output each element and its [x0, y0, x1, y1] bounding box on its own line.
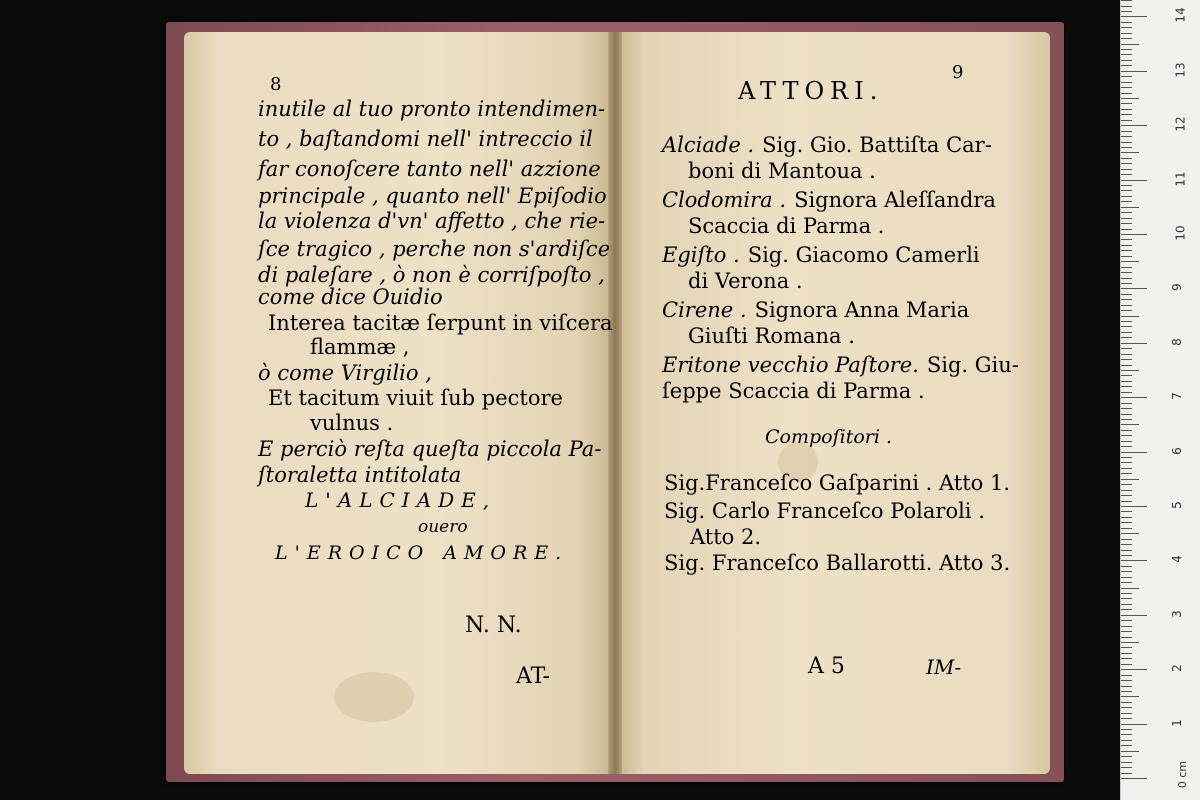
ruler-tick: [1121, 370, 1139, 371]
ruler-tick: [1121, 223, 1132, 224]
ruler-tick: [1121, 142, 1132, 143]
ruler-tick: [1121, 495, 1132, 496]
ruler-tick: [1121, 392, 1132, 393]
left-page-number: 8: [270, 74, 282, 95]
ruler-tick: [1121, 109, 1132, 110]
ruler-number: 10: [1173, 225, 1188, 241]
paper-stain: [334, 672, 414, 722]
composer-line: Sig.Franceſco Gaſparini . Atto 1.: [664, 471, 1010, 495]
ruler-tick: [1121, 196, 1132, 197]
ruler-tick: [1121, 65, 1132, 66]
ruler-tick: [1121, 218, 1132, 219]
ruler-unit-label: 0 cm: [1176, 760, 1190, 789]
ruler-tick: [1121, 609, 1132, 610]
ruler-tick: [1121, 713, 1132, 714]
text-line: di paleſare , ò non è corriſpoſto ,: [258, 263, 605, 287]
right-page-number: 9: [952, 62, 964, 83]
ruler-tick: [1121, 452, 1147, 453]
work-subtitle: L'EROICO AMORE.: [275, 542, 569, 564]
text-line: Et tacitum viuit ſub pectore: [268, 386, 563, 410]
ruler-tick: [1121, 337, 1132, 338]
ruler-tick: [1121, 332, 1132, 333]
ruler-number: 9: [1169, 283, 1184, 292]
ruler-tick: [1121, 152, 1139, 153]
ruler-tick: [1121, 131, 1132, 132]
ruler-tick: [1121, 343, 1147, 344]
ruler-tick: [1121, 577, 1132, 578]
ruler-tick: [1121, 615, 1147, 616]
actor-name-line: Signora Aleſſandra: [794, 188, 996, 212]
ruler-tick: [1121, 180, 1147, 181]
ruler-tick: [1121, 76, 1132, 77]
ruler-number: 6: [1169, 446, 1184, 455]
text-line: principale , quanto nell' Epiſodio: [258, 184, 607, 208]
ruler-tick: [1121, 288, 1147, 289]
ruler-tick: [1121, 691, 1132, 692]
ruler-tick: [1121, 365, 1132, 366]
ruler-tick: [1121, 767, 1132, 768]
ruler-number: 5: [1169, 501, 1184, 509]
ruler-tick: [1121, 272, 1132, 273]
ruler-tick: [1121, 637, 1132, 638]
ruler-tick: [1121, 386, 1132, 387]
text-line: ſtoraletta intitolata: [258, 463, 462, 487]
ruler-tick: [1121, 479, 1139, 480]
ruler-tick: [1121, 245, 1132, 246]
ruler-tick: [1121, 446, 1132, 447]
ruler-tick: [1121, 745, 1132, 746]
ruler-tick: [1121, 93, 1132, 94]
ruler-tick: [1121, 544, 1132, 545]
ruler-tick: [1121, 598, 1132, 599]
ruler-tick: [1121, 631, 1132, 632]
ruler-tick: [1121, 430, 1132, 431]
ruler-tick: [1121, 626, 1132, 627]
ruler-tick: [1121, 778, 1147, 779]
ruler-tick: [1121, 49, 1132, 50]
text-line: ò come Virgilio ,: [258, 361, 432, 385]
ruler-tick: [1121, 22, 1132, 23]
ruler-tick: [1121, 354, 1132, 355]
ruler-tick: [1121, 604, 1132, 605]
ruler-tick: [1121, 560, 1147, 561]
ruler-tick: [1121, 702, 1132, 703]
ruler-number: 4: [1169, 555, 1184, 564]
ruler-number: 11: [1173, 170, 1188, 187]
ruler-tick: [1121, 250, 1132, 251]
ruler-tick: [1121, 484, 1132, 485]
text-line: far conoſcere tanto nell' azzione: [258, 157, 601, 181]
ruler-tick: [1121, 506, 1147, 507]
ruler-tick: [1121, 696, 1139, 697]
ruler-tick: [1121, 54, 1132, 55]
ruler-tick: [1121, 261, 1139, 262]
ruler-tick: [1121, 278, 1132, 279]
ruler-tick: [1121, 588, 1139, 589]
ruler-tick: [1121, 424, 1139, 425]
ruler-number: 13: [1173, 62, 1188, 78]
ruler-tick: [1121, 773, 1132, 774]
ruler-tick: [1121, 294, 1132, 295]
ruler-tick: [1121, 321, 1132, 322]
signature-mark: A 5: [808, 654, 845, 679]
ruler-tick: [1121, 316, 1139, 317]
actor-name-line: boni di Mantoua .: [688, 159, 876, 183]
ruler-tick: [1121, 653, 1132, 654]
ruler-tick: [1121, 566, 1132, 567]
composer-line: Sig. Franceſco Ballarotti. Atto 3.: [664, 551, 1011, 575]
ruler-tick: [1121, 136, 1132, 137]
work-title: L'ALCIADE,: [305, 488, 497, 512]
text-line: Interea tacitæ ſerpunt in viſcera: [268, 311, 613, 335]
ruler-number: 14: [1173, 7, 1188, 24]
ruler-tick: [1121, 6, 1132, 7]
ruler-tick: [1121, 87, 1132, 88]
ruler-tick: [1121, 686, 1132, 687]
actor-name-line: Sig. Giu-: [926, 353, 1019, 377]
ruler-tick: [1121, 256, 1132, 257]
ruler-tick: [1121, 756, 1132, 757]
ruler-tick: [1121, 571, 1132, 572]
ruler-tick: [1121, 517, 1132, 518]
ruler-tick: [1121, 457, 1132, 458]
ruler-tick: [1121, 185, 1132, 186]
ruler-tick: [1121, 60, 1132, 61]
ruler-tick: [1121, 664, 1132, 665]
actor-name-line: ſeppe Scaccia di Parma .: [662, 379, 925, 403]
ruler-tick: [1121, 190, 1132, 191]
composers-heading: Compoſitori .: [765, 426, 893, 448]
ruler-tick: [1121, 229, 1132, 230]
text-line: ſce tragico , perche non s'ardiſce: [258, 237, 611, 261]
left-catchword: AT-: [516, 664, 550, 689]
ruler-tick: [1121, 414, 1132, 415]
ruler-tick: [1121, 501, 1132, 502]
actor-role: Clodomira .: [662, 188, 787, 212]
book-gutter: [608, 32, 622, 774]
ruler-tick: [1121, 642, 1139, 643]
ruler-tick: [1121, 169, 1132, 170]
ruler-tick: [1121, 740, 1132, 741]
ruler-number: 2: [1169, 664, 1184, 673]
ruler-tick: [1121, 16, 1147, 17]
work-alt-word: ouero: [418, 517, 468, 537]
actor-role: Eritone vecchio Paſtore.: [662, 353, 919, 377]
actor-name-line: di Verona .: [688, 269, 803, 293]
ruler-tick: [1121, 163, 1132, 164]
ruler-tick: [1121, 82, 1132, 83]
text-line: inutile al tuo pronto intendimen-: [258, 97, 606, 121]
ruler-tick: [1121, 675, 1132, 676]
ruler-tick: [1121, 71, 1147, 72]
ruler-number: 3: [1169, 609, 1184, 618]
ruler-tick: [1121, 0, 1132, 1]
ruler-tick: [1121, 441, 1132, 442]
ruler-tick: [1121, 680, 1132, 681]
text-line: to , baſtandomi nell' intreccio il: [258, 127, 593, 151]
right-catchword: IM-: [926, 655, 962, 679]
actor-name-line: Scaccia di Parma .: [688, 214, 885, 238]
ruler-tick: [1121, 522, 1132, 523]
composer-line: Sig. Carlo Franceſco Polaroli .: [664, 499, 985, 523]
ruler-tick: [1121, 310, 1132, 311]
ruler-tick: [1121, 212, 1132, 213]
ruler-tick: [1121, 724, 1147, 725]
ruler-tick: [1121, 381, 1132, 382]
ruler-tick: [1121, 729, 1132, 730]
signature-initials: N. N.: [465, 613, 522, 638]
actor-role: Egiſto .: [662, 243, 740, 267]
ruler-tick: [1121, 403, 1132, 404]
ruler-tick: [1121, 528, 1132, 529]
ruler-tick: [1121, 326, 1132, 327]
text-line: E perciò reſta queſta piccola Pa-: [258, 437, 602, 461]
text-line: vulnus .: [310, 411, 394, 435]
ruler-tick: [1121, 299, 1132, 300]
actor-role: Cirene .: [662, 298, 747, 322]
ruler-tick: [1121, 44, 1139, 45]
ruler-tick: [1121, 33, 1132, 34]
ruler-tick: [1121, 647, 1132, 648]
ruler-tick: [1121, 375, 1132, 376]
text-line: la violenza d'vn' affetto , che rie-: [258, 209, 606, 233]
ruler-tick: [1121, 283, 1132, 284]
ruler-tick: [1121, 158, 1132, 159]
ruler-tick: [1121, 658, 1132, 659]
ruler-tick: [1121, 147, 1132, 148]
ruler-tick: [1121, 174, 1132, 175]
ruler-tick: [1121, 207, 1139, 208]
ruler-tick: [1121, 582, 1132, 583]
ruler-tick: [1121, 348, 1132, 349]
ruler-tick: [1121, 27, 1132, 28]
ruler-tick: [1121, 593, 1132, 594]
ruler-tick: [1121, 669, 1147, 670]
ruler-tick: [1121, 550, 1132, 551]
ruler-tick: [1121, 533, 1139, 534]
actor-name-line: Sig. Gio. Battiſta Car-: [762, 133, 992, 157]
ruler-tick: [1121, 103, 1132, 104]
ruler-tick: [1121, 555, 1132, 556]
ruler-tick: [1121, 98, 1139, 99]
actor-role: Alciade .: [662, 133, 755, 157]
ruler-tick: [1121, 201, 1132, 202]
text-line: come dice Ouidio: [258, 285, 443, 309]
ruler-tick: [1121, 239, 1132, 240]
ruler-tick: [1121, 462, 1132, 463]
ruler-tick: [1121, 234, 1147, 235]
ruler-tick: [1121, 435, 1132, 436]
ruler-tick: [1121, 511, 1132, 512]
actor-name-line: Signora Anna Maria: [754, 298, 970, 322]
ruler-tick: [1121, 38, 1132, 39]
composer-line: Atto 2.: [690, 525, 762, 549]
ruler-tick: [1121, 762, 1132, 763]
ruler-tick: [1121, 419, 1132, 420]
measurement-ruler: [1120, 0, 1200, 800]
ruler-tick: [1121, 473, 1132, 474]
ruler-tick: [1121, 751, 1139, 752]
ruler-tick: [1121, 359, 1132, 360]
ruler-tick: [1121, 305, 1132, 306]
ruler-number: 1: [1169, 718, 1184, 727]
ruler-tick: [1121, 114, 1132, 115]
ruler-number: 8: [1169, 337, 1184, 346]
ruler-tick: [1121, 397, 1147, 398]
ruler-tick: [1121, 11, 1132, 12]
text-line: flammæ ,: [310, 335, 410, 359]
ruler-tick: [1121, 620, 1132, 621]
ruler-tick: [1121, 120, 1132, 121]
ruler-tick: [1121, 408, 1132, 409]
ruler-number: 7: [1169, 392, 1184, 401]
ruler-tick: [1121, 718, 1132, 719]
ruler-tick: [1121, 125, 1147, 126]
ruler-tick: [1121, 468, 1132, 469]
ruler-number: 12: [1173, 116, 1188, 132]
ruler-tick: [1121, 539, 1132, 540]
ruler-tick: [1121, 267, 1132, 268]
ruler-tick: [1121, 734, 1132, 735]
ruler-tick: [1121, 707, 1132, 708]
actor-name-line: Sig. Giacomo Camerli: [747, 243, 980, 267]
actors-heading: ATTORI.: [738, 77, 884, 105]
ruler-tick: [1121, 490, 1132, 491]
actor-name-line: Giuſti Romana .: [688, 324, 855, 348]
